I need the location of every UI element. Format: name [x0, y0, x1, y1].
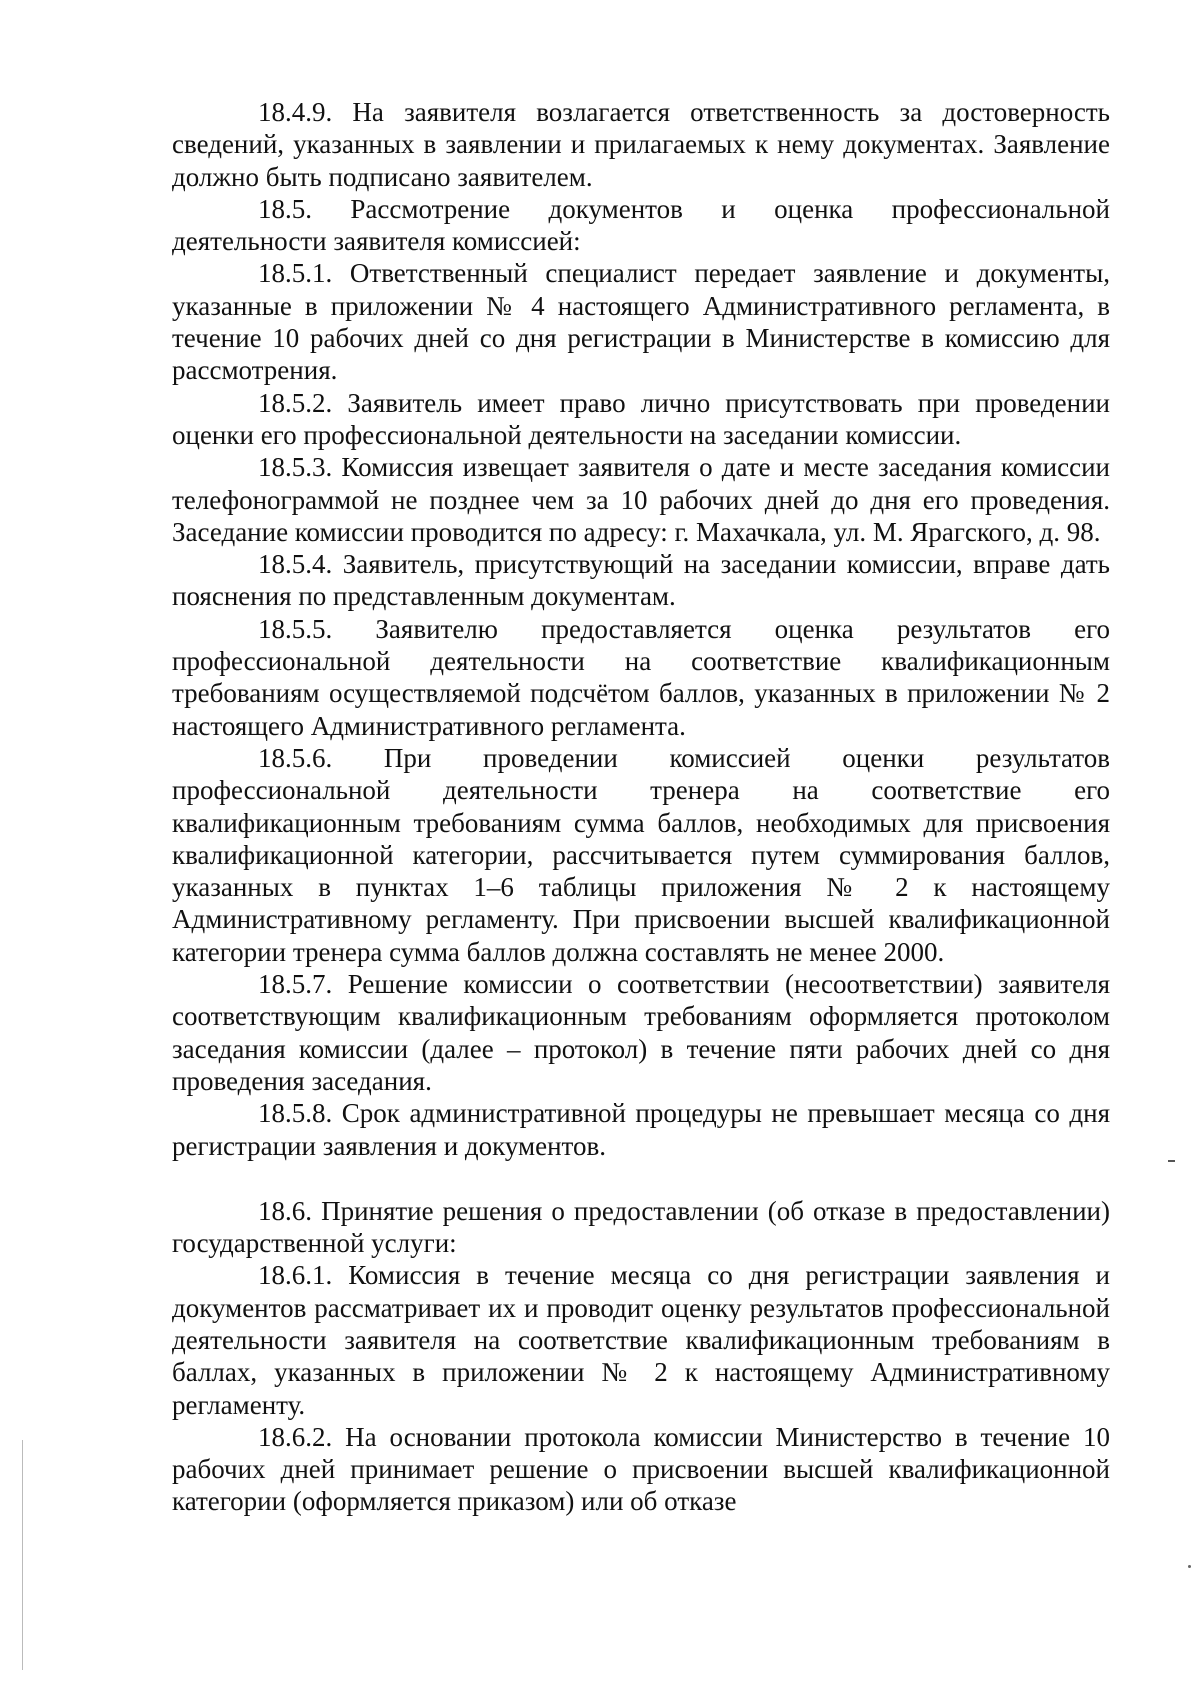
scan-speck [1168, 1160, 1175, 1162]
scan-speck [1188, 1565, 1191, 1568]
paragraph-18-5-3: 18.5.3. Комиссия извещает заявителя о дате и месте заседания комиссии телефонограммой не позднее чем за 10 рабочих дней до дня его проведения. Заседание комиссии проводится по адресу: г. Махачкала, ул. М. Ярагского, д. 98. [172, 452, 1110, 547]
paragraph-18-5-1: 18.5.1. Ответственный специалист передает заявление и документы, указанные в приложении № 4 настоящего Административного регламента, в течение 10 рабочих дней со дня регистрации в Министерстве в комиссию для рассмотрения. [172, 258, 1110, 386]
paragraph-18-5-7: 18.5.7. Решение комиссии о соответствии (несоответствии) заявителя соответствующим квалификационным требованиям оформляется протоколом заседания комиссии (далее – протокол) в течение пяти рабочих дней со дня проведения заседания. [172, 969, 1110, 1096]
paragraph-18-5-4: 18.5.4. Заявитель, присутствующий на заседании комиссии, вправе дать пояснения по представленным документам. [172, 549, 1110, 612]
paragraph-18-6: 18.6. Принятие решения о предоставлении (об отказе в предоставлении) государственной услуги: [172, 1195, 1110, 1259]
paragraph-18-5-6: 18.5.6. При проведении комиссией оценки результатов профессиональной деятельности тренера на соответствие его квалификационным требованиям сумма баллов, необходимых для присвоения квалификационной категории, рассчитывается путем суммирования баллов, указанных в пунктах 1–6 таблицы приложения № 2 к настоящему Административному регламенту. При присвоении высшей квалификационной категории тренера сумма баллов должна составлять не менее 2000. [172, 742, 1110, 967]
paragraph-18-5-2: 18.5.2. Заявитель имеет право лично присутствовать при проведении оценки его профессиональной деятельности на заседании комиссии. [172, 387, 1110, 450]
paragraph-18-5-5: 18.5.5. Заявителю предоставляется оценка результатов его профессиональной деятельности на соответствие квалификационным требованиям осуществляемой подсчётом баллов, указанных в приложении № 2 настоящего Административного регламента. [172, 613, 1110, 741]
paragraph-18-4-9: 18.4.9. На заявителя возлагается ответственность за достоверность сведений, указанных в заявлении и прилагаемых к нему документах. Заявление должно быть подписано заявителем. [172, 97, 1110, 192]
paragraph-18-6-1: 18.6.1. Комиссия в течение месяца со дня регистрации заявления и документов рассматривает их и проводит оценку результатов профессиональной деятельности заявителя на соответствие квалификационным требованиям в баллах, указанных в приложении № 2 к настоящему Административному регламенту. [172, 1260, 1110, 1420]
document-body [172, 96, 1110, 1518]
paragraph-18-5: 18.5. Рассмотрение документов и оценка профессиональной деятельности заявителя комиссией: [172, 193, 1110, 257]
scan-edge-line [22, 1440, 23, 1670]
paragraph-18-5-8: 18.5.8. Срок административной процедуры не превышает месяца со дня регистрации заявления и документов. [172, 1098, 1110, 1161]
paragraph-18-6-2: 18.6.2. На основании протокола комиссии Министерство в течение 10 рабочих дней принимает решение о присвоении высшей квалификационной категории (оформляется приказом) или об отказе [172, 1421, 1110, 1517]
